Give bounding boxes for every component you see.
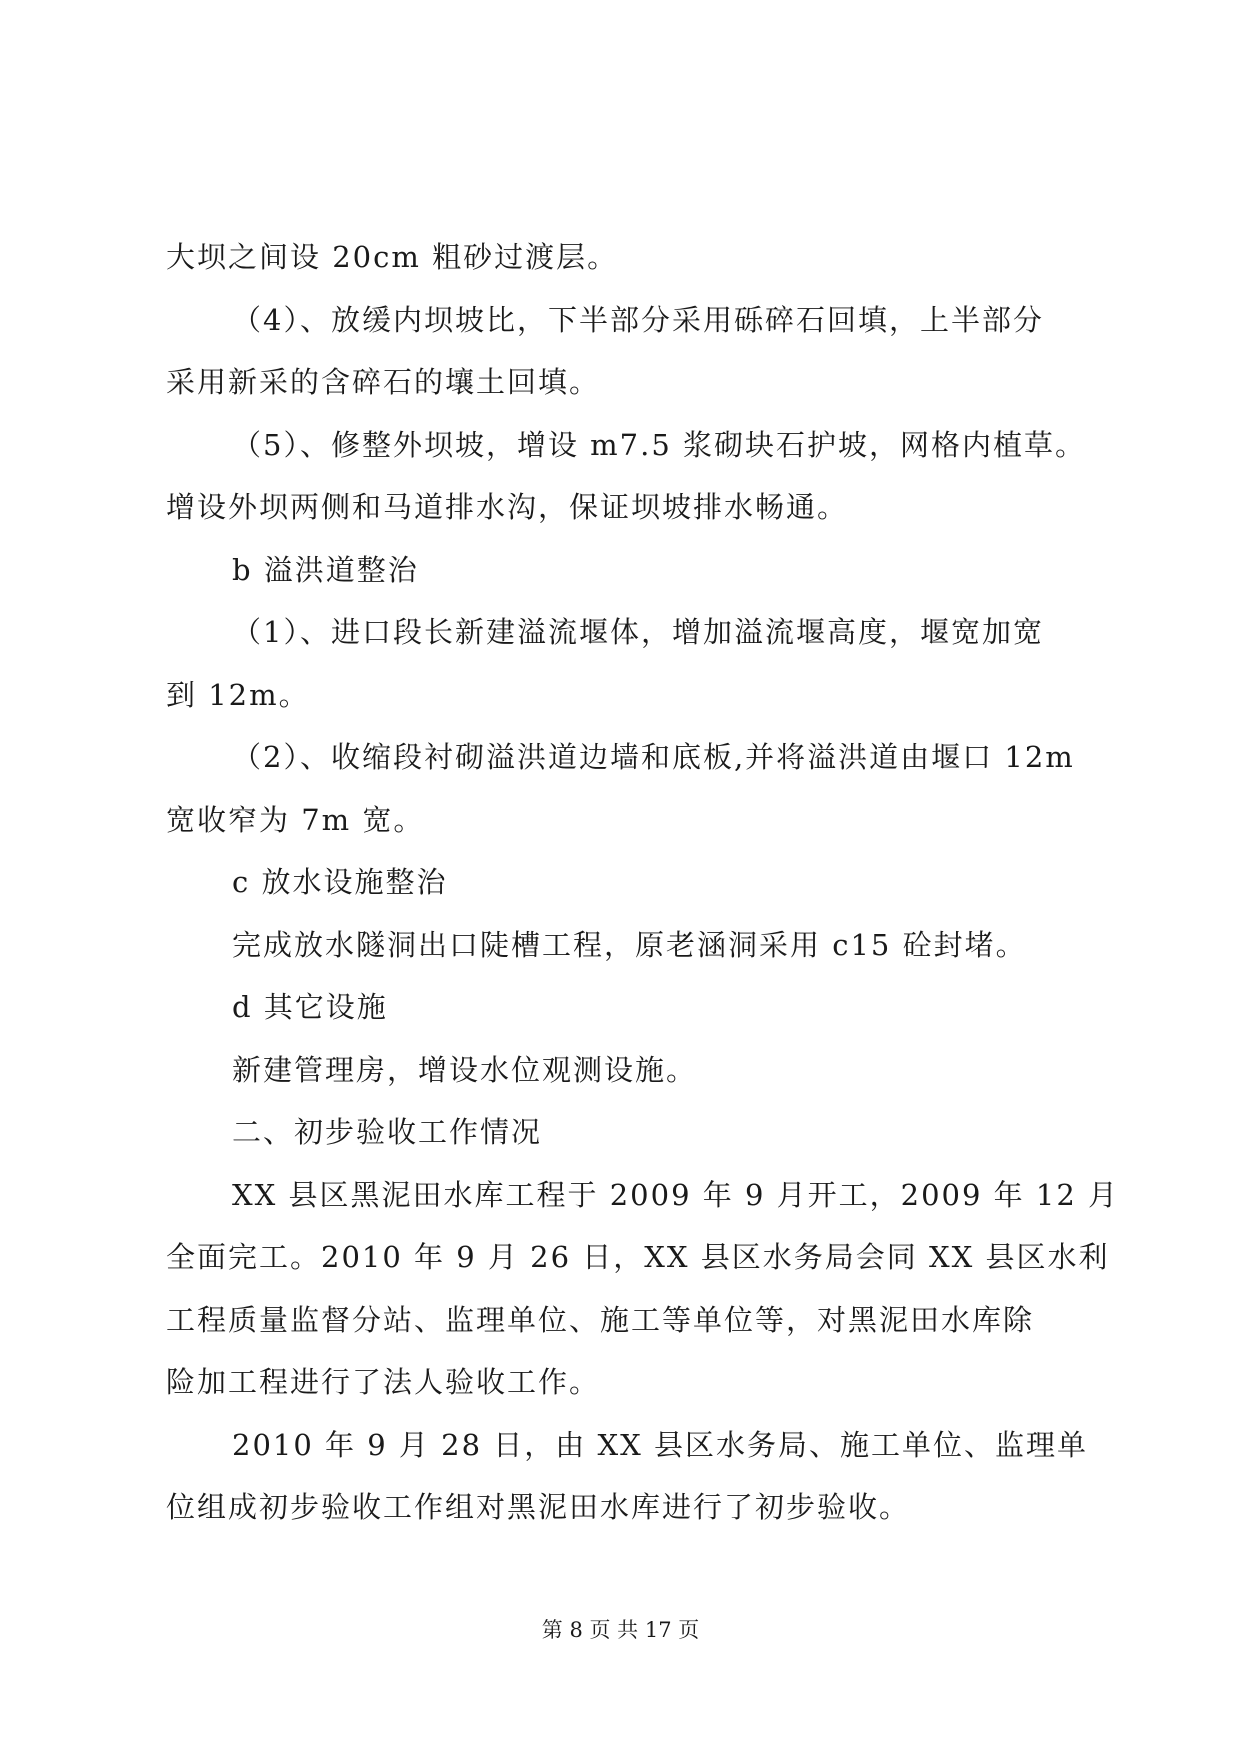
text-line-21: 位组成初步验收工作组对黑泥田水库进行了初步验收。 — [166, 1490, 911, 1524]
text-line-5: 增设外坝两侧和马道排水沟，保证坝坡排水畅通。 — [166, 490, 849, 524]
text-line-10: 宽收窄为 7m 宽。 — [166, 803, 425, 837]
text-line-19: 险加工程进行了法人验收工作。 — [166, 1365, 601, 1399]
text-line-14: 新建管理房，增设水位观测设施。 — [232, 1053, 698, 1087]
text-line-18: 工程质量监督分站、监理单位、施工等单位等，对黑泥田水库除 — [166, 1303, 1035, 1337]
text-line-2: （4）、放缓内坝坡比，下半部分采用砾碎石回填，上半部分 — [232, 303, 1044, 337]
text-line-1: 大坝之间设 20cm 粗砂过渡层。 — [166, 240, 619, 274]
text-line-16: XX 县区黑泥田水库工程于 2009 年 9 月开工，2009 年 12 月 — [232, 1178, 1119, 1212]
text-line-7: （1）、进口段长新建溢流堰体，增加溢流堰高度，堰宽加宽 — [232, 615, 1044, 649]
text-line-8: 到 12m。 — [166, 678, 310, 712]
text-line-12: 完成放水隧洞出口陡槽工程，原老涵洞采用 c15 砼封堵。 — [232, 928, 1027, 962]
text-line-9: （2）、收缩段衬砌溢洪道边墙和底板,并将溢洪道由堰口 12m — [232, 740, 1075, 774]
text-line-17: 全面完工。2010 年 9 月 26 日，XX 县区水务局会同 XX 县区水利 — [166, 1240, 1110, 1274]
section-heading-c: c 放水设施整治 — [232, 865, 448, 899]
text-line-3: 采用新采的含碎石的壤土回填。 — [166, 365, 601, 399]
section-heading-d: d 其它设施 — [232, 990, 388, 1024]
text-line-4: （5）、修整外坝坡，增设 m7.5 浆砌块石护坡，网格内植草。 — [232, 428, 1087, 462]
text-line-20: 2010 年 9 月 28 日，由 XX 县区水务局、施工单位、监理单 — [232, 1428, 1088, 1462]
section-heading-2: 二、初步验收工作情况 — [232, 1115, 543, 1149]
page-number-footer: 第 8 页 共 17 页 — [541, 1618, 700, 1642]
section-heading-b: b 溢洪道整治 — [232, 553, 419, 587]
